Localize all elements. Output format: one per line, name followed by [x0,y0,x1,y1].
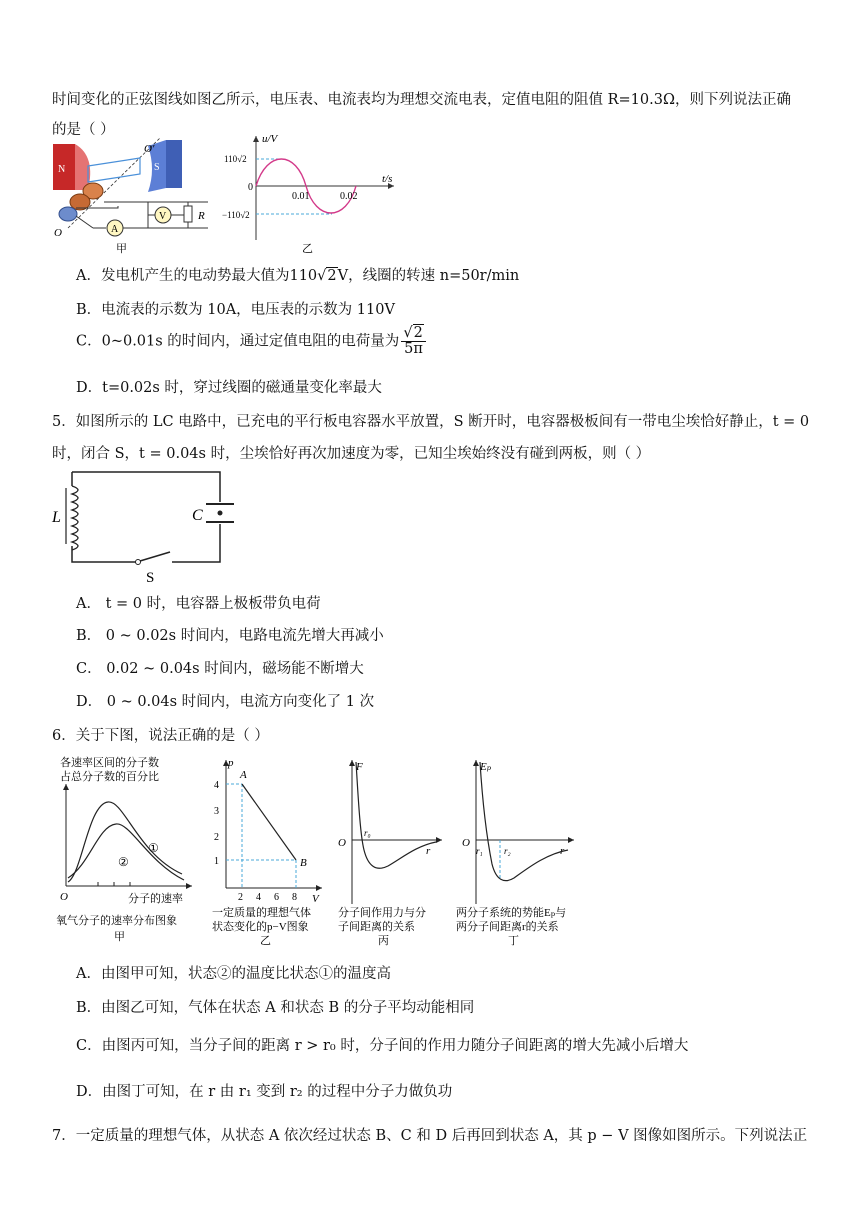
magnet-n-label: N [58,164,66,175]
ammeter-label: A [111,224,119,235]
jia-caption-1: 氧气分子的速率分布图象 [56,915,177,927]
jia-title-2: 占总分子数的百分比 [60,771,159,783]
q4-stem-line1: 时间变化的正弦图线如图乙所示，电压表、电流表均为理想交流电表，定值电阻的阻值 R=10.3Ω，则下列说法正确 [52,92,791,108]
force-caption-1: 分子间作用力与分 [338,907,426,919]
pv-tick-y4: 4 [214,780,219,791]
q5-option-a: A． t = 0 时，电容器上极板带负电荷 [76,596,321,612]
force-caption-2: 子间距离的关系 [338,921,415,933]
q4-figure-sine [222,130,402,256]
inductor-label: L [52,509,61,526]
q6-figure-potential [456,754,590,946]
q6-figure-force [336,754,450,946]
q6-option-c: C．由图丙可知，当分子间的距离 r > r₀ 时，分子间的作用力随分子间距离的增大先减小后增大 [76,1038,689,1054]
pv-state-a: A [240,769,247,781]
capacitor-label: C [192,507,203,524]
jia-curve-2: ② [118,855,129,869]
potential-caption-3: 丁 [508,935,519,946]
pv-caption-1: 一定质量的理想气体 [212,907,311,919]
q5-option-b: B． 0 ~ 0.02s 时间内，电路电流先增大再减小 [76,628,384,644]
force-f-label: F [356,761,363,773]
potential-r2: r₂ [504,846,511,856]
axis-oprime-label: O′ [144,143,155,155]
q6-stem: 6．关于下图，说法正确的是（ ） [52,728,269,744]
potential-origin: O [462,837,470,849]
sine-tick-top: 110√2 [224,154,247,164]
force-r-label: r [426,845,431,857]
pv-tick-y2: 2 [214,832,219,843]
q5-figure-lc-circuit [50,466,240,586]
force-caption-3: 丙 [378,935,389,946]
q4-option-c: C．0~0.01s 的时间内，通过定值电阻的电荷量为 $\frac{√2}{5\pi}$ [76,326,428,357]
pv-tick-x6: 6 [274,892,279,903]
resistor-label: R [198,210,205,222]
magnet-s-label: S [154,162,160,173]
q5-stem-line1: 5．如图所示的 LC 电路中，已充电的平行板电容器水平放置，S 断开时，电容器极板间有一带电尘埃恰好静止，t = 0 [52,414,810,430]
axis-o-label: O [54,227,62,239]
sine-tick-x1: 0.01 [292,191,310,202]
q4-option-d: D．t=0.02s 时，穿过线圈的磁通量变化率最大 [76,380,382,396]
q4-figure-generator [48,136,218,256]
pv-caption-3: 乙 [260,935,271,946]
pv-tick-x8: 8 [292,892,297,903]
q7-stem: 7．一定质量的理想气体，从状态 A 依次经过状态 B、C 和 D 后再回到状态 A，其 p − V 图像如图所示。下列说法正 [52,1128,808,1144]
force-origin: O [338,837,346,849]
jia-title-1: 各速率区间的分子数 [60,757,159,769]
q6-option-d: D．由图丁可知，在 r 由 r₁ 变到 r₂ 的过程中分子力做负功 [76,1084,453,1100]
force-r0: r₀ [364,828,371,838]
pv-tick-y3: 3 [214,806,219,817]
sine-ylabel: u/V [262,133,278,145]
potential-caption-1: 两分子系统的势能Eₚ与 [456,907,567,919]
q4-stem-line2: 的是（ ） [52,122,115,138]
q4-figure-jia-caption: 甲 [116,243,127,255]
pv-v-label: V [312,893,319,905]
pv-tick-y1: 1 [214,856,219,867]
sine-xlabel: t/s [382,173,393,185]
q6-figure-pv [210,754,330,946]
sine-tick-x2: 0.02 [340,191,358,202]
q5-option-c: C． 0.02 ~ 0.04s 时间内，磁场能不断增大 [76,661,364,677]
jia-caption-2: 甲 [114,931,125,943]
jia-origin: O [60,891,68,903]
switch-label: S [146,570,155,586]
pv-tick-x4: 4 [256,892,261,903]
q4-figure-yi-caption: 乙 [302,243,313,255]
sine-origin: 0 [248,182,253,193]
jia-xlabel: 分子的速率 [128,893,183,905]
q6-option-a: A．由图甲可知，状态②的温度比状态①的温度高 [76,966,391,982]
potential-ep-label: Eₚ [480,761,492,773]
q4-option-b: B．电流表的示数为 10A，电压表的示数为 110V [76,302,395,318]
pv-state-b: B [300,857,307,869]
voltmeter-label: V [159,211,167,222]
q6-figure-speed-distribution [50,754,200,946]
q5-stem-line2: 时，闭合 S，t = 0.04s 时，尘埃恰好再次加速度为零，已知尘埃始终没有碰到两板，则（ ） [52,446,651,462]
q4-option-a: A．发电机产生的电动势最大值为110√2V，线圈的转速 n=50r/min [76,268,520,284]
pv-p-label: p [228,757,234,769]
pv-caption-2: 状态变化的p−V图象 [212,921,309,933]
potential-r1: r₁ [476,846,483,856]
potential-r-label: r [560,845,565,857]
q6-option-b: B．由图乙可知，气体在状态 A 和状态 B 的分子平均动能相同 [76,1000,475,1016]
jia-curve-1: ① [148,841,159,855]
potential-caption-2: 两分子间距离r的关系 [456,921,559,933]
pv-tick-x2: 2 [238,892,243,903]
q5-option-d: D． 0 ~ 0.04s 时间内，电流方向变化了 1 次 [76,694,375,710]
sine-tick-bottom: −110√2 [222,210,250,220]
